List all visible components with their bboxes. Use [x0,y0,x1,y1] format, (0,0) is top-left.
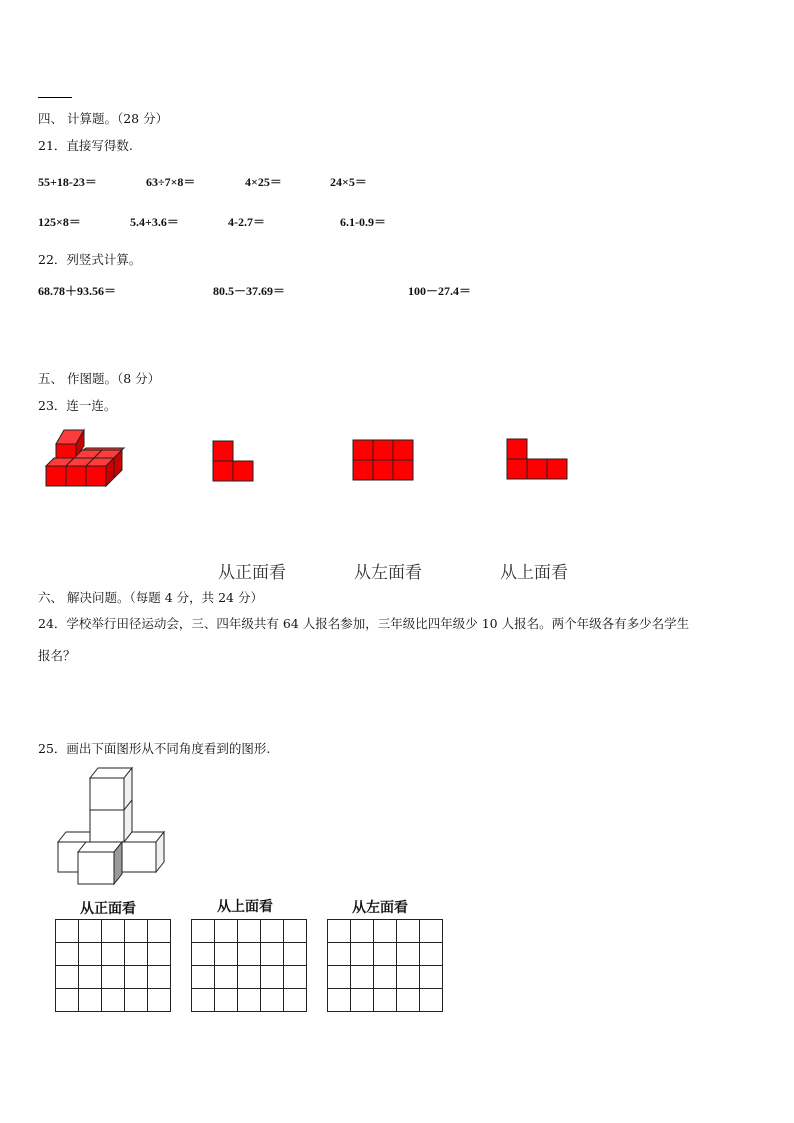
q22-label: 22．列竖式计算。 [38,252,142,267]
q21-expr: 4×25＝ [245,175,282,189]
red-cube-figure [40,426,130,490]
q21-expr: 5.4+3.6＝ [130,215,179,229]
section6-title: 六、 解决问题。（每题 4 分，共 24 分） [38,590,263,605]
q21-expr: 24×5＝ [330,175,367,189]
red-rect-2x3 [352,439,414,481]
q24-text-continued: 报名？ [38,648,76,663]
q21-expr: 63÷7×8＝ [146,175,196,189]
drawing-grid-left[interactable] [327,919,443,1012]
red-l-shape [212,440,256,482]
header-rule [38,97,72,98]
drawing-grid-top[interactable] [191,919,307,1012]
grid-title-front: 从正面看 [80,901,136,917]
q25-label: 25．画出下面图形从不同角度看到的图形. [38,741,271,756]
q21-expr: 55+18-23＝ [38,175,97,189]
q22-expr: 68.78＋93.56＝ [38,284,117,298]
drawing-grid-front[interactable] [55,919,171,1012]
white-cube-figure [56,766,166,886]
grid-title-left: 从左面看 [352,900,408,916]
view-label-top: 从上面看 [500,563,568,583]
q22-expr: 80.5－37.69＝ [213,284,286,298]
section5-title: 五、 作图题。（8 分） [38,371,161,386]
red-l-long-shape [506,438,570,480]
section4-title: 四、 计算题。（28 分） [38,111,169,126]
q21-expr: 125×8＝ [38,215,81,229]
view-label-left: 从左面看 [354,563,422,583]
q24-text: 24．学校举行田径运动会，三、四年级共有 64 人报名参加，三年级比四年级少 10 人报名。两个年级各有多少名学生 [38,616,690,631]
q21-expr: 4-2.7＝ [228,215,265,229]
q21-label: 21．直接写得数. [38,138,133,153]
q21-expr: 6.1-0.9＝ [340,215,386,229]
view-label-front: 从正面看 [218,563,286,583]
grid-title-top: 从上面看 [217,899,273,915]
q23-label: 23．连一连。 [38,398,117,413]
q22-expr: 100－27.4＝ [408,284,472,298]
